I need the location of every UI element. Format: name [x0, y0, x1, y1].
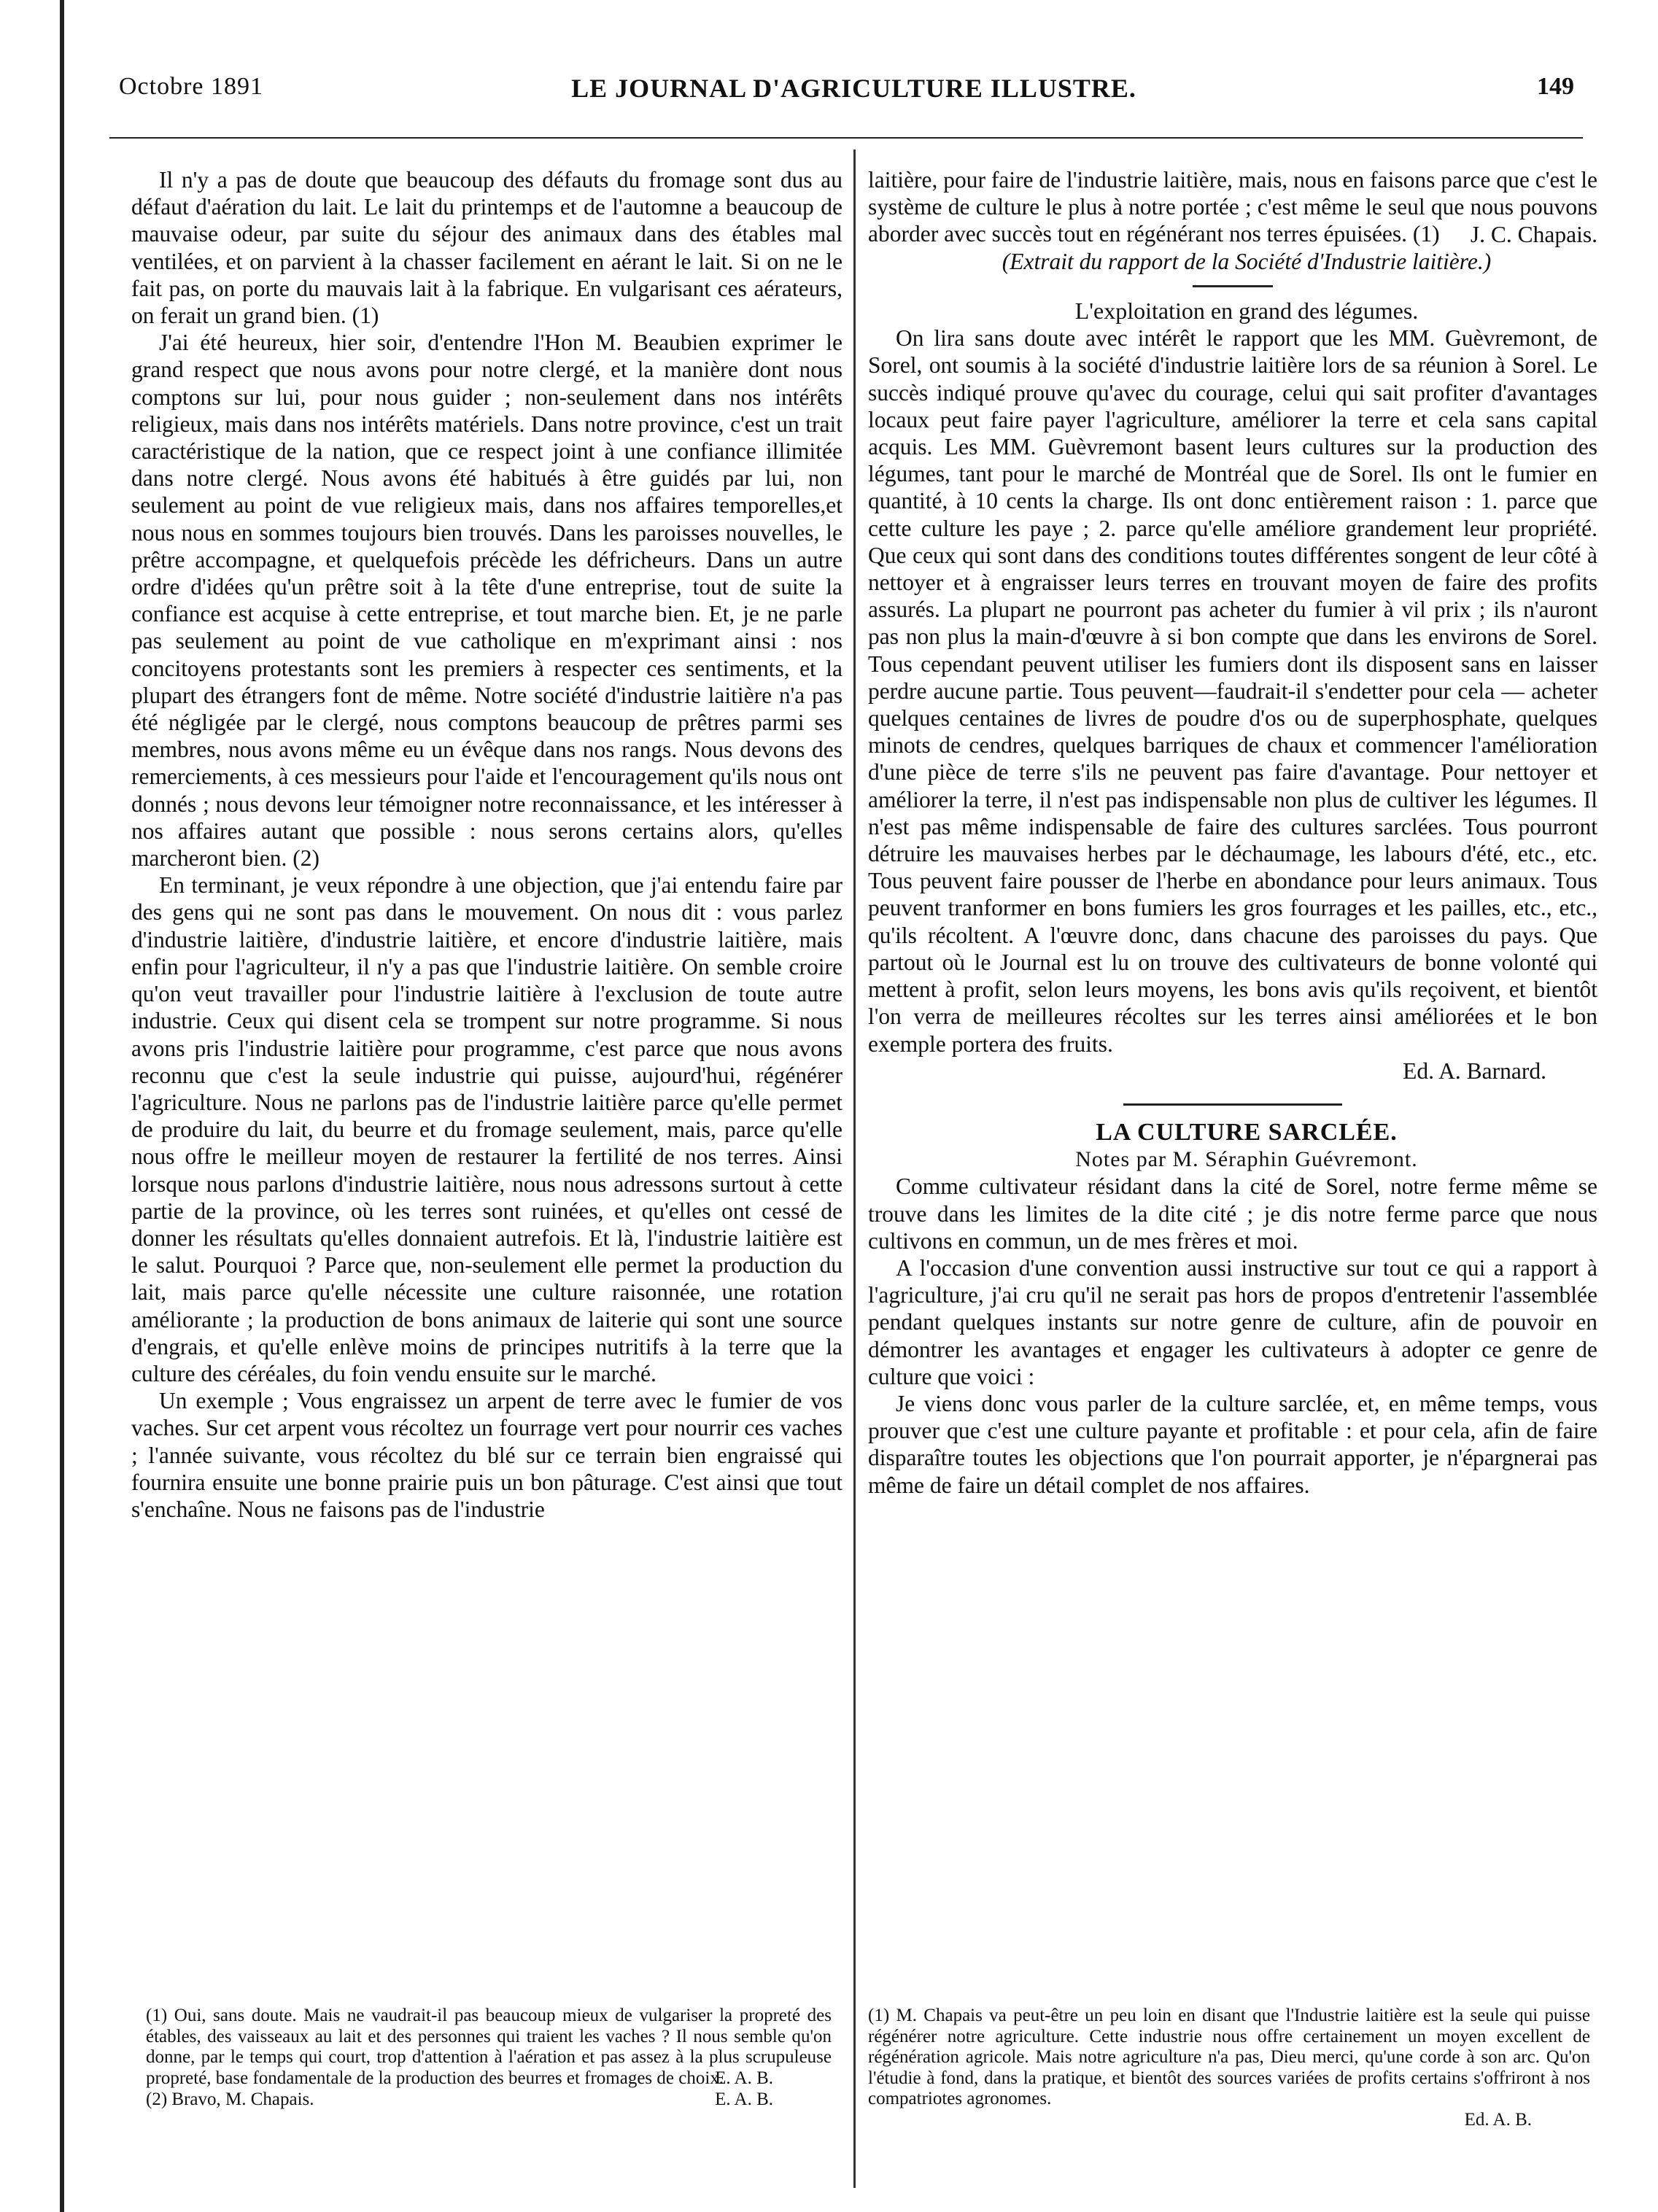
- footnotes-left: [146, 2006, 832, 2110]
- header-journal-title: LE JOURNAL D'AGRICULTURE ILLUSTRE.: [571, 74, 1136, 103]
- footnotes-right: [868, 2006, 1590, 2130]
- paragraph: Il n'y a pas de doute que beaucoup des défauts du fromage sont dus au défaut d'aération du lait. Le lait du printemps et de l'automne a beaucoup de mauvaise odeur, par suite du séjour des animaux dans des étables mal ventilées, et on parvient à la chasser facilement en aérant le lait. Si on ne le fait pas, on porte du mauvais lait à la fabrique. En vulgarisant ces aérateurs, on ferait un grand bien. (1): [131, 167, 842, 329]
- right-column: [868, 166, 1597, 1499]
- paragraph: En terminant, je veux répondre à une objection, que j'ai entendu faire par des gens qui ne sont pas dans le mouvement. On nous dit : vous parlez d'industrie laitière, d'industrie laitière, et encore d'industrie laitière, mais enfin pour l'agriculteur, il n'y a pas que l'industrie laitière. On semble croire qu'on veut travailler pour l'industrie laitière à l'exclusion de toute autre industrie. Ceux qui disent cela se trompent sur notre programme. Si nous avons pris l'industrie laitière pour programme, c'est parce que nous avons reconnu que c'est la seule industrie qui puisse, aujourd'hui, régénérer l'agriculture. Nous ne parlons pas de l'industrie laitière parce qu'elle permet de produire du lait, du beurre et du fromage seulement, mais, parce qu'elle nous offre le meilleur moyen de restaurer la fertilité de nos terres. Ainsi lorsque nous parlons d'industrie laitière, nous nous adressons surtout à cette partie de la province, où les terres sont ruinées, et qu'elles ont cessé de donner les résultats qu'elles donnaient autrefois. Et là, l'industrie laitière est le salut. Pourquoi ? Parce que, non-seulement elle permet la production du lait, mais parce qu'elle nécessite une culture raisonnée, une rotation améliorante ; la production de bons animaux de laiterie qui sont une source d'engrais, et qu'elle enlève moins de principes nutritifs à la terre que la culture des céréales, du foin vendu ensuite sur le marché.: [131, 872, 842, 1386]
- left-column: [131, 166, 842, 1523]
- footnote: (2) Bravo, M. Chapais.: [146, 2089, 314, 2109]
- column-divider: [853, 150, 856, 2188]
- paragraph: Comme cultivateur résidant dans la cité de Sorel, notre ferme même se trouve dans les limites de la dite cité ; je dis notre ferme parce que nous cultivons en commun, un de mes frères et moi.: [868, 1173, 1597, 1254]
- signature: J. C. Chapais.: [1470, 221, 1597, 247]
- footnote: (1) Oui, sans doute. Mais ne vaudrait-il pas beaucoup mieux de vulgariser la propreté des étables, des vaisseaux au lait et des personnes qui traient les vaches ? Il nous semble qu'on donne, par le temps qui court, trop d'attention à l'aération et pas assez à la plus scrupuleuse propreté, base fondamentale de la production des beurres et fromages de choix.: [146, 2006, 832, 2088]
- source-credit: (Extrait du rapport de la Société d'Industrie laitière.): [1002, 248, 1492, 274]
- footnote-signature: E. A. B.: [715, 2068, 773, 2088]
- footnote: (1) M. Chapais va peut-être un peu loin en disant que l'Industrie laitière est la seule qui puisse régénérer notre agriculture. Cette industrie nous offre certainement un moyen excellent de régénération agricole. Mais notre agriculture n'a pas, Dieu merci, qu'une corde à son arc. Qu'on l'étudie à fond, dans la pratique, et bientôt des sources variées de profits certains s'offriront à nos compatriotes agronomes.: [868, 2006, 1590, 2108]
- section-separator: [1123, 1103, 1342, 1106]
- running-header: [79, 73, 1629, 117]
- paragraph: On lira sans doute avec intérêt le rapport que les MM. Guèvremont, de Sorel, ont soumis à la société d'industrie laitière lors de sa réunion à Sorel. Le succès indiqué prouve qu'avec du courage, celui qui sait profiter d'avantages locaux peut faire payer l'agriculture, améliorer la terre et cela sans capital acquis. Les MM. Guèvremont basent leurs cultures sur la production des légumes, tant pour le marché de Montréal que de Sorel. Ils ont le fumier en quantité, à 10 cents la charge. Ils ont donc entièrement raison : 1. parce que cette culture les paye ; 2. parce qu'elle améliore grandement leur propriété. Que ceux qui sont dans des conditions toutes différentes songent de leur côté à nettoyer et à engraisser leurs terres en trouvant moyen de faire des profits assurés. La plupart ne pourront pas acheter du fumier à vil prix ; ils n'auront pas non plus la main-d'œuvre à si bon compte que dans les environs de Sorel. Tous cependant peuvent utiliser les fumiers dont ils disposent sans en laisser perdre aucune partie. Tous peuvent—faudrait-il s'endetter pour cela — acheter quelques centaines de livres de poudre d'os ou de superphosphate, quelques minots de cendres, quelques barriques de chaux et commencer l'amélioration d'une pièce de terre s'ils ne peuvent pas faire d'avantage. Pour nettoyer et améliorer la terre, il n'est pas indispensable non plus de cultiver les légumes. Il n'est pas même indispensable de faire des cultures sarclées. Tous pourront détruire les mauvaises herbes par le déchaumage, les labours d'été, etc., etc. Tous peuvent faire pousser de l'herbe en abondance pour leurs animaux. Tous peuvent tranformer en bons fumiers les gros fourrages et les pailles, etc., etc., qu'ils récoltent. A l'œuvre donc, dans chacune des paroisses du pays. Que partout où le Journal est lu on trouve des cultivateurs de bonne volonté qui mettent à profit, selon leurs moyens, les bons avis qu'ils reçoivent, et bientôt l'on verra de meilleures récoltes sur les terres ainsi améliorées et le bon exemple portera des fruits.: [868, 325, 1597, 1057]
- section-title: L'exploitation en grand des légumes.: [1074, 298, 1419, 325]
- header-page-number: 149: [1537, 73, 1574, 100]
- section-separator: [1193, 285, 1273, 287]
- binding-edge: [60, 0, 64, 2212]
- footnote-signature: E. A. B.: [715, 2089, 773, 2109]
- article-title: LA CULTURE SARCLÉE.: [1096, 1118, 1398, 1146]
- page-margin: [0, 0, 42, 2212]
- paragraph: Un exemple ; Vous engraissez un arpent de terre avec le fumier de vos vaches. Sur cet arpent vous récoltez un fourrage vert pour nourrir ces vaches ; l'année suivante, vous récoltez du blé sur ce terrain bien engraissé qui fournira ensuite une bonne prairie puis un bon pâturage. C'est ainsi que tout s'enchaîne. Nous ne faisons pas de l'industrie: [131, 1388, 842, 1522]
- article-subtitle: Notes par M. Séraphin Guévremont.: [1075, 1147, 1418, 1172]
- footnote-signature: Ed. A. B.: [1464, 2109, 1532, 2130]
- signature: Ed. A. Barnard.: [1403, 1058, 1546, 1084]
- paragraph-continuation: laitière, pour faire de l'industrie laitière, mais, nous en faisons parce que c'est le système de culture le plus à notre portée ; c'est même le seul que nous pouvons aborder avec succès tout en régénérant nos terres épuisées. (1): [868, 167, 1597, 247]
- header-rule: [109, 137, 1583, 139]
- paragraph: Je viens donc vous parler de la culture sarclée, et, en même temps, vous prouver que c'est une culture payante et profitable : et pour cela, afin de faire disparaître toutes les objections que l'on pourrait apporter, je n'épargnerai pas même de faire un détail complet de nos affaires.: [868, 1390, 1597, 1498]
- header-date: Octobre 1891: [119, 73, 264, 100]
- paragraph: J'ai été heureux, hier soir, d'entendre l'Hon M. Beaubien exprimer le grand respect que nous avons pour notre clergé, et la manière dont nous comptons sur lui, pour nous guider ; non-seulement dans nos intérêts religieux, mais dans nos intérêts matériels. Dans notre province, c'est un trait caractéristique de la nation, que ce respect joint à une confiance illimitée dans notre clergé. Nous avons été habitués à être guidés par lui, non seulement au point de vue religieux mais, dans nos affaires temporelles,et nous nous en sommes toujours bien trouvés. Dans les paroisses nouvelles, le prêtre accompagne, et quelquefois précède les défricheurs. Dans un autre ordre d'idées qu'un prêtre soit à la tête d'une entreprise, tout de suite la confiance est acquise à cette entreprise, et tout marche bien. Et, je ne parle pas seulement au point de vue catholique en m'exprimant ainsi : nos concitoyens protestants sont les premiers à respecter ces sentiments, et la plupart des étrangers font de même. Notre société d'industrie laitière n'a pas été négligée par le clergé, nous comptons beaucoup de prêtres parmi ses membres, nous avons même eu un évêque dans nos rangs. Nous devons des remerciements, à ces messieurs pour l'aide et l'encouragement qu'ils nous ont donnés ; nous devons leur témoigner notre reconnaissance, et les intéresser à nos affaires autant que possible : nous serons certains alors, qu'elles marcheront bien. (2): [131, 330, 842, 872]
- paragraph: A l'occasion d'une convention aussi instructive sur tout ce qui a rapport à l'agriculture, j'ai cru qu'il ne serait pas hors de propos d'entretenir l'assemblée pendant quelques instants sur notre genre de culture, afin de pouvoir en démontrer les avantages et engager les cultivateurs à adopter ce genre de culture que voici :: [868, 1254, 1597, 1389]
